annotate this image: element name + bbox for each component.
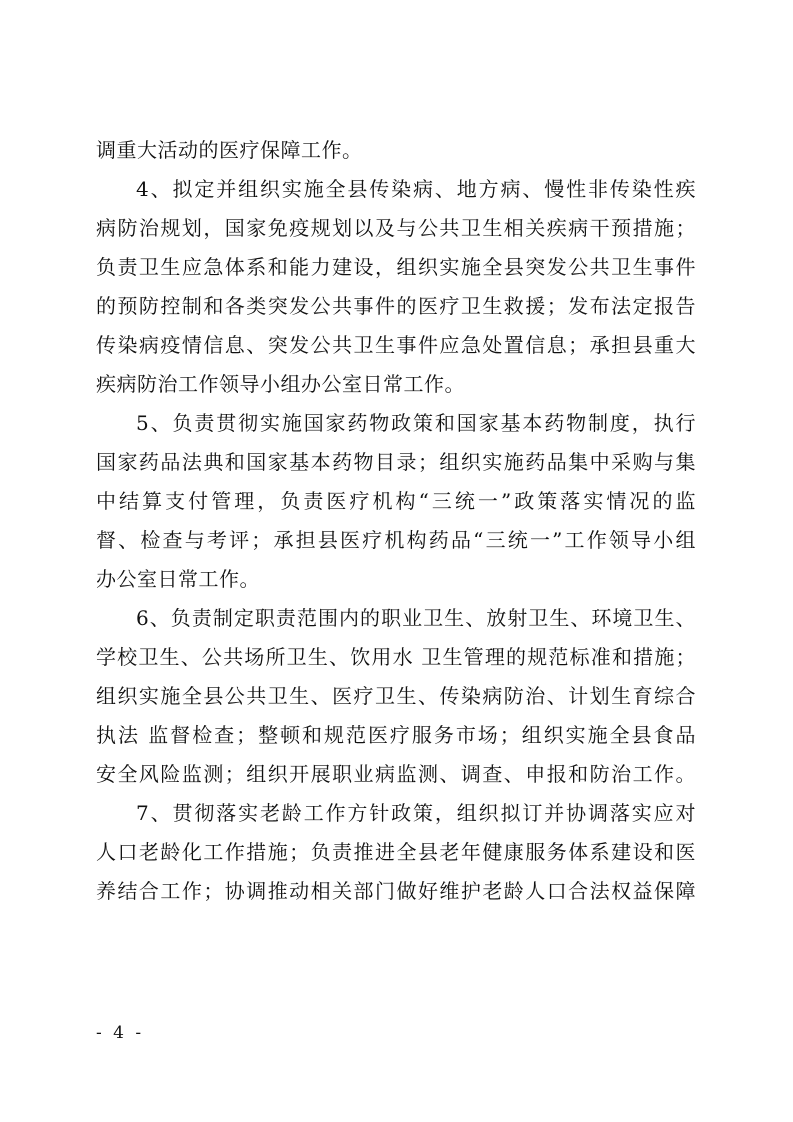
text-line: 养结合工作；协调推动相关部门做好维护老龄人口合法权益保障 xyxy=(96,879,696,903)
text-line: 督、检查与考评；承担县医疗机构药品“三统一”工作领导小组 xyxy=(96,528,696,552)
text-line: 调重大活动的医疗保障工作。 xyxy=(96,138,363,162)
text-line: 传染病疫情信息、突发公共卫生事件应急处置信息；承担县重大 xyxy=(96,333,696,357)
text-line: 国家药品法典和国家基本药物目录；组织实施药品集中采购与集 xyxy=(96,450,696,474)
text-line: 学校卫生、公共场所卫生、饮用水 卫生管理的规范标准和措施； xyxy=(96,645,696,669)
text-line: 中结算支付管理，负责医疗机构“三统一”政策落实情况的监 xyxy=(96,489,696,513)
text-line: 5、负责贯彻实施国家药物政策和国家基本药物制度，执行 xyxy=(136,411,696,435)
text-line: 人口老龄化工作措施；负责推进全县老年健康服务体系建设和医 xyxy=(96,840,696,864)
text-line: 组织实施全县公共卫生、医疗卫生、传染病防治、计划生育综合 xyxy=(96,684,696,708)
document-body xyxy=(96,131,696,911)
text-line: 执法 监督检查；整顿和规范医疗服务市场；组织实施全县食品 xyxy=(96,723,696,747)
text-line: 的预防控制和各类突发公共事件的医疗卫生救援；发布法定报告 xyxy=(96,294,696,318)
text-line: 办公室日常工作。 xyxy=(96,567,260,591)
text-line: 安全风险监测；组织开展职业病监测、调查、申报和防治工作。 xyxy=(96,762,696,786)
text-line: 病防治规划，国家免疫规划以及与公共卫生相关疾病干预措施； xyxy=(96,216,696,240)
text-line: 4、拟定并组织实施全县传染病、地方病、慢性非传染性疾 xyxy=(136,177,696,201)
text-line: 6、负责制定职责范围内的职业卫生、放射卫生、环境卫生、 xyxy=(136,606,696,630)
page-number: - 4 - xyxy=(96,1023,145,1043)
text-line: 疾病防治工作领导小组办公室日常工作。 xyxy=(96,372,465,396)
text-line: 7、贯彻落实老龄工作方针政策，组织拟订并协调落实应对 xyxy=(136,801,696,825)
text-line: 负责卫生应急体系和能力建设，组织实施全县突发公共卫生事件 xyxy=(96,255,696,279)
